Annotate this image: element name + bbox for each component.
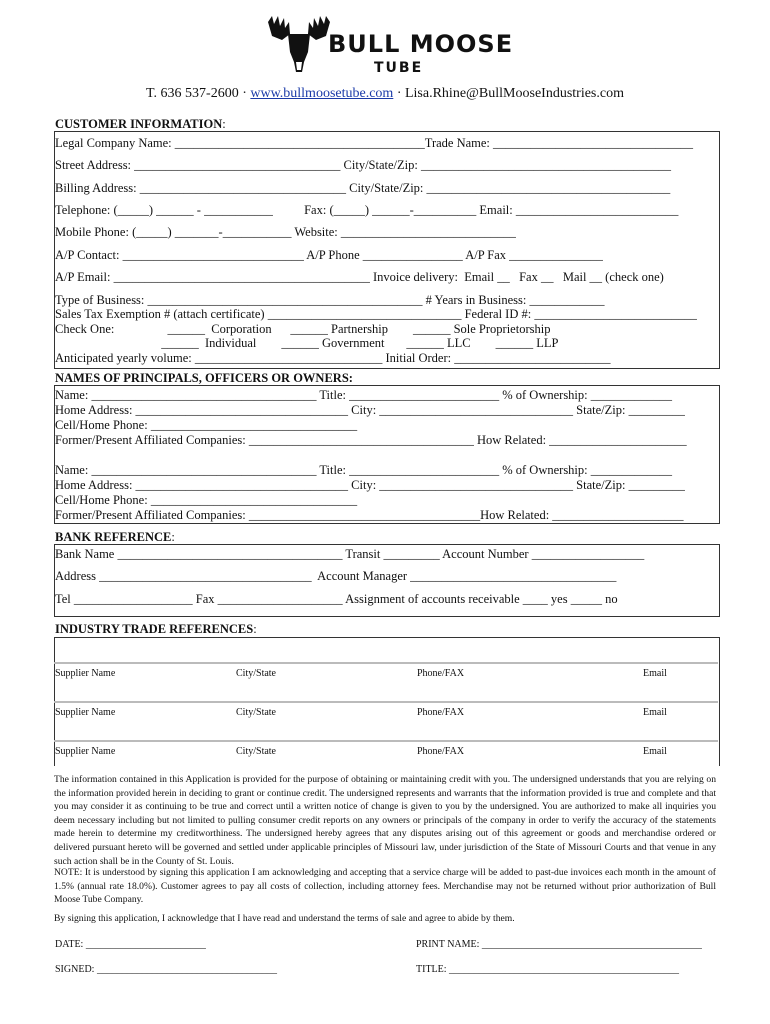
street-address-field[interactable]: Street Address: _________________________________ City/State/Zip: ________________________________________	[55, 158, 671, 172]
principal-1-name-field[interactable]: Name: ____________________________________ Title: ________________________ % of Ownership: _____________	[55, 388, 673, 402]
principal-2-name-field[interactable]: Name: ____________________________________ Title: ________________________ % of Ownership: _____________	[55, 463, 673, 477]
company-logo	[258, 12, 518, 86]
section-title-customer: CUSTOMER INFORMATION:	[55, 117, 226, 131]
principal-1-affiliated-field[interactable]: Former/Present Affiliated Companies: ____________________________________ How Related: ______________________	[55, 433, 687, 447]
entity-type-checkboxes[interactable]: Check One: ______ Corporation ______ Partnership ______ Sole Proprietorship	[55, 322, 551, 336]
principal-2-address-field[interactable]: Home Address: __________________________________ City: _______________________________ State/Zip: _________	[55, 478, 685, 492]
service-charge-note: NOTE: It is understood by signing this application I am acknowledging and accepting that a service charge will be added to past-due invoices each month in the amount of 1.5% (annual rate 18.0%). Customer agrees to pay all costs of collection, including attorney fees. Merchandise may not be returned without prior authorization of Bull Moose Tube Company.	[54, 867, 716, 906]
trade-row-3-line[interactable]	[54, 740, 718, 742]
billing-address-field[interactable]: Billing Address: _________________________________ City/State/Zip: _______________________________________	[55, 181, 671, 195]
ap-contact-field[interactable]: A/P Contact: _____________________________ A/P Phone ________________ A/P Fax _______________	[55, 248, 603, 262]
print-name-field[interactable]: PRINT NAME: ____________________________________________	[416, 939, 702, 950]
trade-1-phone-label: Phone/FAX	[417, 668, 465, 679]
anticipated-volume-field[interactable]: Anticipated yearly volume: ______________________________ Initial Order: _________________________	[55, 351, 611, 365]
entity-type-checkboxes-2[interactable]: ______ Individual ______ Government ______ LLC ______ LLP	[55, 336, 559, 350]
title-field[interactable]: TITLE: ______________________________________________	[416, 964, 680, 975]
trade-2-email-label: Email	[643, 707, 667, 718]
contact-email: · Lisa.Rhine@BullMooseIndustries.com	[393, 86, 624, 101]
trade-2-city-label: City/State	[236, 707, 276, 718]
trade-row-1-line[interactable]	[54, 662, 718, 664]
principal-2-affiliated-field[interactable]: Former/Present Affiliated Companies: _____________________________________How Related: _____________________	[55, 508, 684, 522]
contact-phone: T. 636 537-2600 ·	[146, 86, 251, 101]
principal-2-phone-field[interactable]: Cell/Home Phone: _________________________________	[55, 493, 358, 507]
bank-tel-field[interactable]: Tel ___________________ Fax ____________________ Assignment of accounts receivable ____ yes _____ no	[55, 592, 618, 606]
trade-1-supplier-label: Supplier Name	[55, 668, 116, 679]
date-field[interactable]: DATE: ________________________	[55, 939, 206, 950]
principal-1-phone-field[interactable]: Cell/Home Phone: _________________________________	[55, 418, 358, 432]
section-title-bank: BANK REFERENCE:	[55, 530, 175, 544]
trade-2-supplier-label: Supplier Name	[55, 707, 116, 718]
website-link[interactable]: www.bullmoosetube.com	[250, 86, 394, 101]
ap-email-field[interactable]: A/P Email: _________________________________________ Invoice delivery: Email __ Fax __ Mail __ (check one)	[55, 270, 664, 284]
trade-3-phone-label: Phone/FAX	[417, 746, 465, 757]
trade-3-supplier-label: Supplier Name	[55, 746, 116, 757]
section-title-trade: INDUSTRY TRADE REFERENCES:	[55, 622, 257, 636]
mobile-phone-field[interactable]: Mobile Phone: (_____) _______-___________ Website: ____________________________	[55, 225, 516, 239]
legal-company-name-field[interactable]: Legal Company Name: ________________________________________Trade Name: ________________________________	[55, 136, 694, 150]
section-title-principals: NAMES OF PRINCIPALS, OFFICERS OR OWNERS:	[55, 371, 353, 385]
acknowledgement-text: By signing this application, I acknowledge that I have read and understand the terms of sale and agree to abide by them.	[54, 913, 515, 924]
trade-2-phone-label: Phone/FAX	[417, 707, 465, 718]
brand-subname: TUBE	[374, 60, 424, 76]
brand-name: BULL MOOSE	[328, 30, 514, 58]
signed-field[interactable]: SIGNED: ____________________________________	[55, 964, 277, 975]
principal-1-address-field[interactable]: Home Address: __________________________________ City: _______________________________ State/Zip: _________	[55, 403, 685, 417]
trade-row-2-line[interactable]	[54, 701, 718, 703]
bank-address-field[interactable]: Address __________________________________ Account Manager _________________________________	[55, 569, 617, 583]
trade-3-email-label: Email	[643, 746, 667, 757]
trade-3-city-label: City/State	[236, 746, 276, 757]
telephone-field[interactable]: Telephone: (_____) ______ - ___________ Fax: (_____) ______-__________ Email: __________________________	[55, 203, 679, 217]
trade-1-city-label: City/State	[236, 668, 276, 679]
bank-name-field[interactable]: Bank Name ____________________________________ Transit _________ Account Number __________________	[55, 547, 645, 561]
type-of-business-field[interactable]: Type of Business: ____________________________________________ # Years in Business: ____________	[55, 293, 605, 307]
contact-line	[0, 86, 770, 102]
sales-tax-exemption-field[interactable]: Sales Tax Exemption # (attach certificate) _______________________________ Federal ID #: __________________________	[55, 307, 697, 321]
trade-1-email-label: Email	[643, 668, 667, 679]
legal-paragraph: The information contained in this Application is provided for the purpose of obtaining or maintaining credit with you. The undersigned understands that you are relying on the information provided herein in deciding to grant or continue credit. The undersigned represents and warrants that the information provided is true and complete and that you may consider it as continuing to be true and correct until a written notice of change is given to you by the undersigned. You are authorized to make all inquiries you deem necessary including but not limited to pulling consumer credit reports on any owners or principals of the company in order to verify the accuracy of the statements made herein to determine my creditworthiness. The undersigned hereby agrees that any disputes arising out of this agreement or goods and merchandise ordered or delivered pursuant hereto will be governed and settled under applicable principles of Missouri law, under jurisdiction of the State of Missouri Courts and that venue in any such action shall be in the County of St. Louis.	[54, 774, 716, 867]
